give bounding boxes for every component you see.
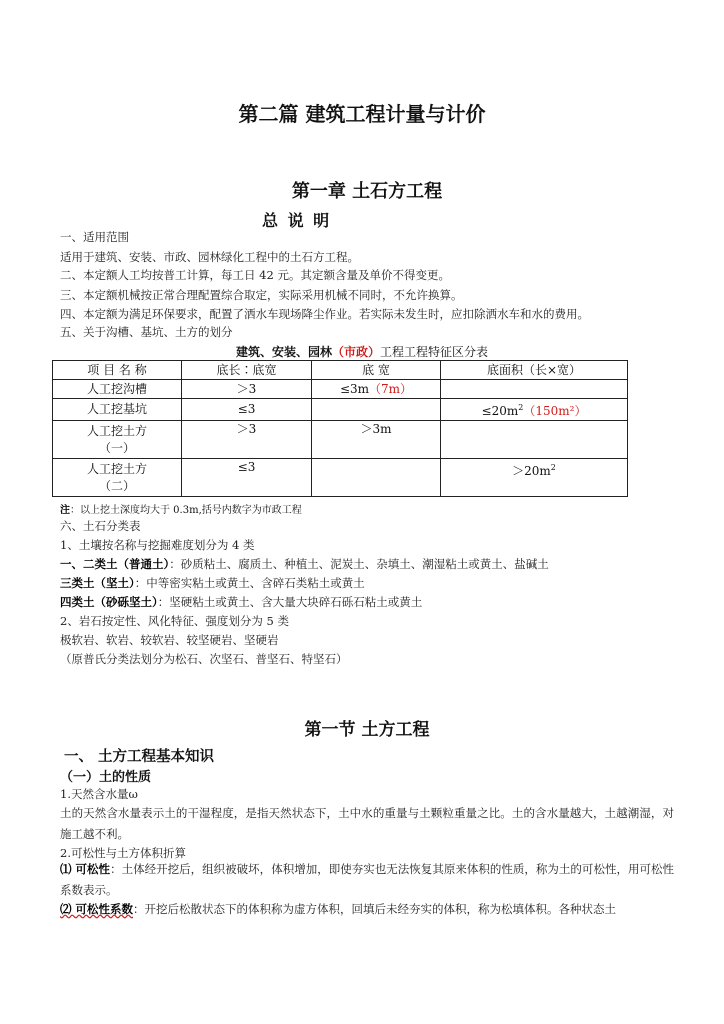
caption-normal: 工程工程特征区分表 <box>380 345 489 359</box>
cell-width <box>312 399 441 421</box>
cell-width <box>312 380 441 399</box>
cell-area <box>441 459 628 497</box>
soil-class-text: ：砂质粘土、腐质土、种植土、泥炭土、杂填土、潮湿粘土或黄土、盐碱土 <box>169 557 549 571</box>
general-line: 一、适用范围 <box>60 230 129 244</box>
table-row <box>53 399 628 421</box>
chapter-title: 第一章 土石方工程 <box>291 181 443 202</box>
note-label: 注 <box>60 505 70 516</box>
cell-ratio: ≤3 <box>182 399 312 421</box>
cell-ratio: ＞3 <box>182 421 312 459</box>
caption-red: （市政） <box>331 345 380 359</box>
subsection-title: 一、 土方工程基本知识 <box>64 749 215 765</box>
paragraph <box>60 859 674 901</box>
feature-table <box>52 360 628 497</box>
header-cell: 项 目 名 称 <box>53 361 182 380</box>
caption-bold: 建筑、安装、园林 <box>235 345 332 359</box>
cell-ratio: ＞3 <box>182 380 312 399</box>
table-header-row <box>53 361 628 380</box>
soil-line <box>60 594 422 610</box>
cell-width <box>312 459 441 497</box>
general-title: 总 说 明 <box>262 211 332 230</box>
soil-class-text: ：坚硬粘土或黄土、含大量大块碎石砾石粘土或黄土 <box>157 595 423 609</box>
soil-line: 六、土石分类表 <box>60 519 141 533</box>
name-line: （二） <box>98 478 135 493</box>
term-label: ⑵ 可松性系数 <box>60 902 134 916</box>
cell-area <box>441 380 628 399</box>
general-line: 五、关于沟槽、基坑、土方的划分 <box>60 325 233 339</box>
area-red-value: （150m²） <box>523 404 587 418</box>
header-cell: 底长∶底宽 <box>182 361 312 380</box>
general-line: 二、本定额人工均按普工计算，每工日 42 元。其定额含量及单价不得变更。 <box>60 268 450 282</box>
area-sup: 2 <box>518 403 524 412</box>
cell-area <box>441 421 628 459</box>
soil-line <box>60 556 549 572</box>
cell-area <box>441 399 628 421</box>
table-caption <box>0 343 724 360</box>
cell-name: 人工挖沟槽 <box>53 380 182 399</box>
section-title: 第一节 土方工程 <box>304 720 430 740</box>
term-text: ：开挖后松散状态下的体积称为虚方体积，回填后未经夯实的体积，称为松填体积。各种状态土 <box>133 902 617 916</box>
term-text: ：土体经开挖后，组织被破坏，体积增加，即使夯实也无法恢复其原来体积的性质，称为土的可松性，用可松性系数表示。 <box>60 862 674 897</box>
table-row <box>53 380 628 399</box>
width-red-value: （7m） <box>369 381 413 396</box>
soil-class-label: 一、二类土（普通土） <box>60 557 170 571</box>
subsubsection-title: （一）土的性质 <box>60 770 152 785</box>
note-text: ：以上挖土深度均大于 0.3m,括号内数字为市政工程 <box>70 505 302 516</box>
width-value: ≤3m <box>339 381 370 396</box>
soil-line: （原普氏分类法划分为松石、次坚石、普坚石、特坚石） <box>60 652 348 666</box>
general-line: 四、本定额为满足环保要求，配置了洒水车现场降尘作业。若实际未发生时，应扣除洒水车和水的费用。 <box>60 307 589 321</box>
cell-name <box>53 459 182 497</box>
soil-line: 1、土壤按名称与挖掘难度划分为 4 类 <box>60 538 255 552</box>
paragraph <box>60 899 674 920</box>
cell-name: 人工挖基坑 <box>53 399 182 421</box>
term-label: ⑴ 可松性 <box>60 862 111 876</box>
soil-class-text: ：中等密实粘土或黄土、含碎石类粘土或黄土 <box>134 576 365 590</box>
name-line: 人工挖土方 <box>86 423 147 438</box>
general-line: 三、本定额机械按正常合理配置综合取定，实际采用机械不同时，不允许换算。 <box>60 288 463 302</box>
area-value: ≤20m <box>481 404 519 418</box>
header-cell: 底面积（长×宽） <box>441 361 628 380</box>
paragraph: 1.天然含水量ω <box>60 787 138 801</box>
part-title: 第二篇 建筑工程计量与计价 <box>238 102 486 126</box>
area-sup: 2 <box>550 463 556 472</box>
soil-class-label: 三类土（坚土） <box>60 576 135 590</box>
paragraph: 土的天然含水量表示土的干湿程度，是指天然状态下，土中水的重量与土颗粒重量之比。土的含水量越大，土越潮湿，对施工越不利。 <box>60 806 674 841</box>
general-line: 适用于建筑、安装、市政、园林绿化工程中的土石方工程。 <box>60 250 359 264</box>
soil-line <box>60 575 365 591</box>
area-value: ＞20m <box>512 464 551 478</box>
soil-line: 2、岩石按定性、风化特征、强度划分为 5 类 <box>60 614 289 628</box>
soil-class-label: 四类土（砂砾坚土） <box>60 595 158 609</box>
cell-ratio: ≤3 <box>182 459 312 497</box>
table-row <box>53 459 628 497</box>
name-line: 人工挖土方 <box>86 461 147 476</box>
table-row <box>53 421 628 459</box>
soil-line: 极软岩、软岩、较软岩、较坚硬岩、坚硬岩 <box>60 633 279 647</box>
name-line: （一） <box>98 440 135 455</box>
paragraph: 2.可松性与土方体积折算 <box>60 846 186 860</box>
cell-name <box>53 421 182 459</box>
table-note <box>60 501 302 516</box>
header-cell: 底 宽 <box>312 361 441 380</box>
cell-width: ＞3m <box>312 421 441 459</box>
